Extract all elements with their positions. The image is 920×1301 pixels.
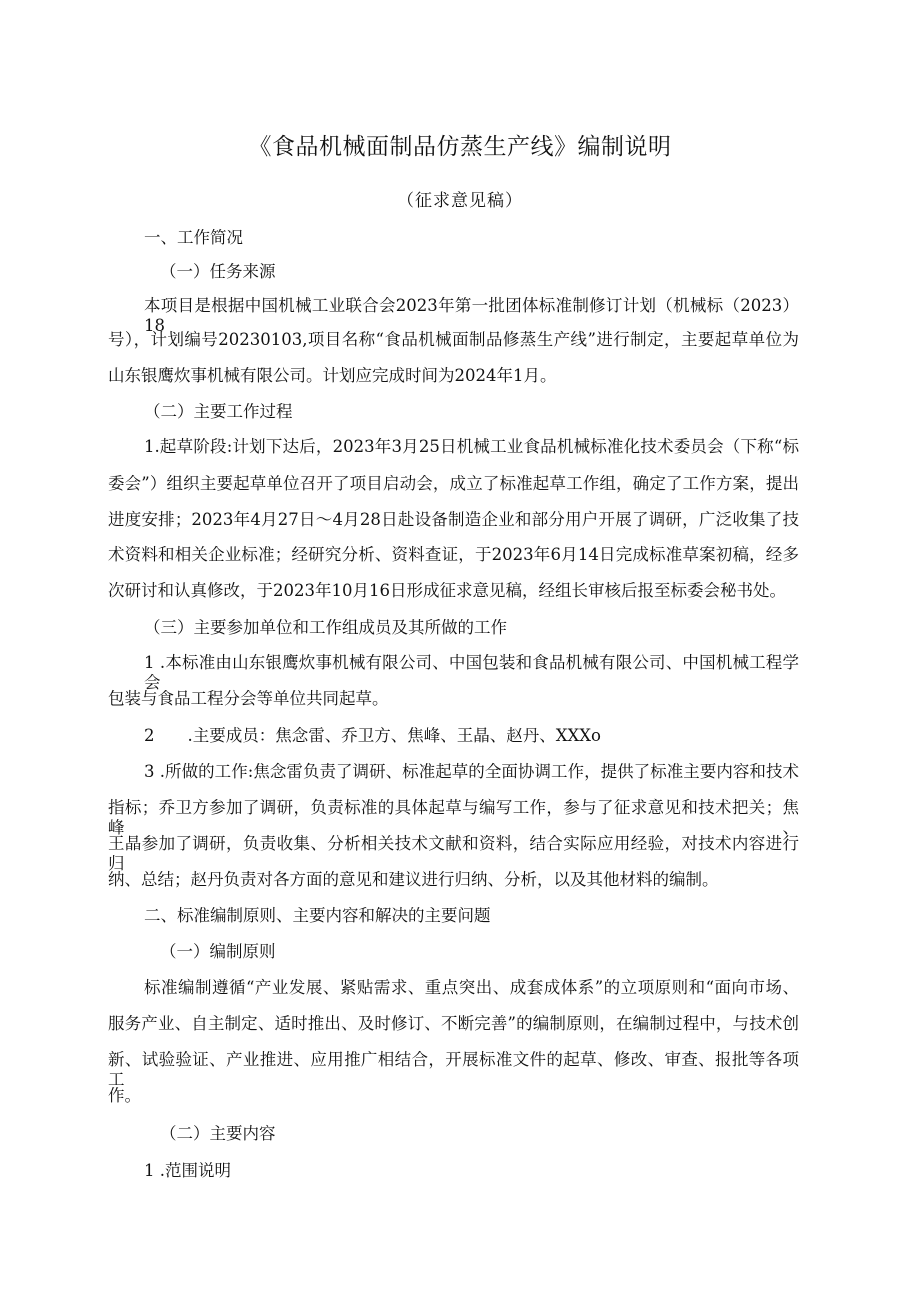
paragraph-line: 1 .范围说明 xyxy=(144,1161,231,1180)
document-title: 《食品机械面制品仿蒸生产线》编制说明 xyxy=(248,134,672,160)
paragraph-line: 作。 xyxy=(108,1086,141,1105)
paragraph-line: 1 .本标准由山东银鹰炊事机械有限公司、中国包装和食品机械有限公司、中国机械工程学会 xyxy=(144,653,799,692)
section-heading-2: 二、标准编制原则、主要内容和解决的主要问题 xyxy=(144,906,491,925)
paragraph-line: 次研讨和认真修改，于2023年10月16日形成征求意见稿，经组长审核后报至标委会秘书处。 xyxy=(108,581,786,600)
subsection-heading-task-source: （一）任务来源 xyxy=(160,262,276,281)
paragraph-line: 包装与食品工程分会等单位共同起草。 xyxy=(108,689,389,708)
paragraph-line: 山东银鹰炊事机械有限公司。计划应完成时间为2024年1月。 xyxy=(108,366,557,385)
paragraph-line: 本项目是根据中国机械工业联合会2023年第一批团体标准制修订计划（机械标（2023）18 xyxy=(144,296,799,335)
paragraph-line: 3 .所做的工作:焦念雷负责了调研、标准起草的全面协调工作，提供了标准主要内容和技术 xyxy=(144,762,799,781)
paragraph-line: 号），计划编号20230103,项目名称“食品机械面制品修蒸生产线”进行制定，主要起草单位为 xyxy=(108,330,799,349)
document-subtitle: （征求意见稿） xyxy=(397,191,523,211)
paragraph-line: 服务产业、自主制定、适时推出、及时修订、不断完善”的编制原则，在编制过程中，与技术创 xyxy=(108,1014,799,1033)
subsection-heading-principles: （一）编制原则 xyxy=(160,942,276,961)
subsection-heading-main-content: （二）主要内容 xyxy=(160,1124,276,1143)
paragraph-line: 王晶参加了调研，负责收集、分析相关技术文献和资料，结合实际应用经验，对技术内容进行归 xyxy=(108,834,799,873)
paragraph-line: 纳、总结；赵丹负责对各方面的意见和建议进行归纳、分析，以及其他材料的编制。 xyxy=(108,870,719,889)
subsection-heading-work-process: （二）主要工作过程 xyxy=(144,402,293,421)
paragraph-line: 进度安排；2023年4月27日～4月28日赴设备制造企业和部分用户开展了调研，广泛收集了技 xyxy=(108,510,799,529)
paragraph-line: 2 .主要成员：焦念雷、乔卫方、焦峰、王晶、赵丹、XXXo xyxy=(144,726,601,745)
paragraph-line: 委会”）组织主要起草单位召开了项目启动会，成立了标准起草工作组，确定了工作方案，提出 xyxy=(108,474,799,493)
subsection-heading-participants: （三）主要参加单位和工作组成员及其所做的工作 xyxy=(144,618,507,637)
paragraph-line: 新、试验验证、产业推进、应用推广相结合，开展标准文件的起草、修改、审查、报批等各项工 xyxy=(108,1050,799,1089)
paragraph-line: 术资料和相关企业标准；经研究分析、资料查证，于2023年6月14日完成标准草案初稿，经多 xyxy=(108,545,799,564)
paragraph-line: 标准编制遵循“产业发展、紧贴需求、重点突出、成套成体系”的立项原则和“面向市场、 xyxy=(144,978,799,997)
paragraph-line: 指标；乔卫方参加了调研，负责标准的具体起草与编写工作，参与了征求意见和技术把关；焦峰、 xyxy=(108,798,799,837)
paragraph-line: 1.起草阶段:计划下达后，2023年3月25日机械工业食品机械标准化技术委员会（下称“标 xyxy=(144,437,799,456)
section-heading-1: 一、工作简况 xyxy=(144,228,243,247)
